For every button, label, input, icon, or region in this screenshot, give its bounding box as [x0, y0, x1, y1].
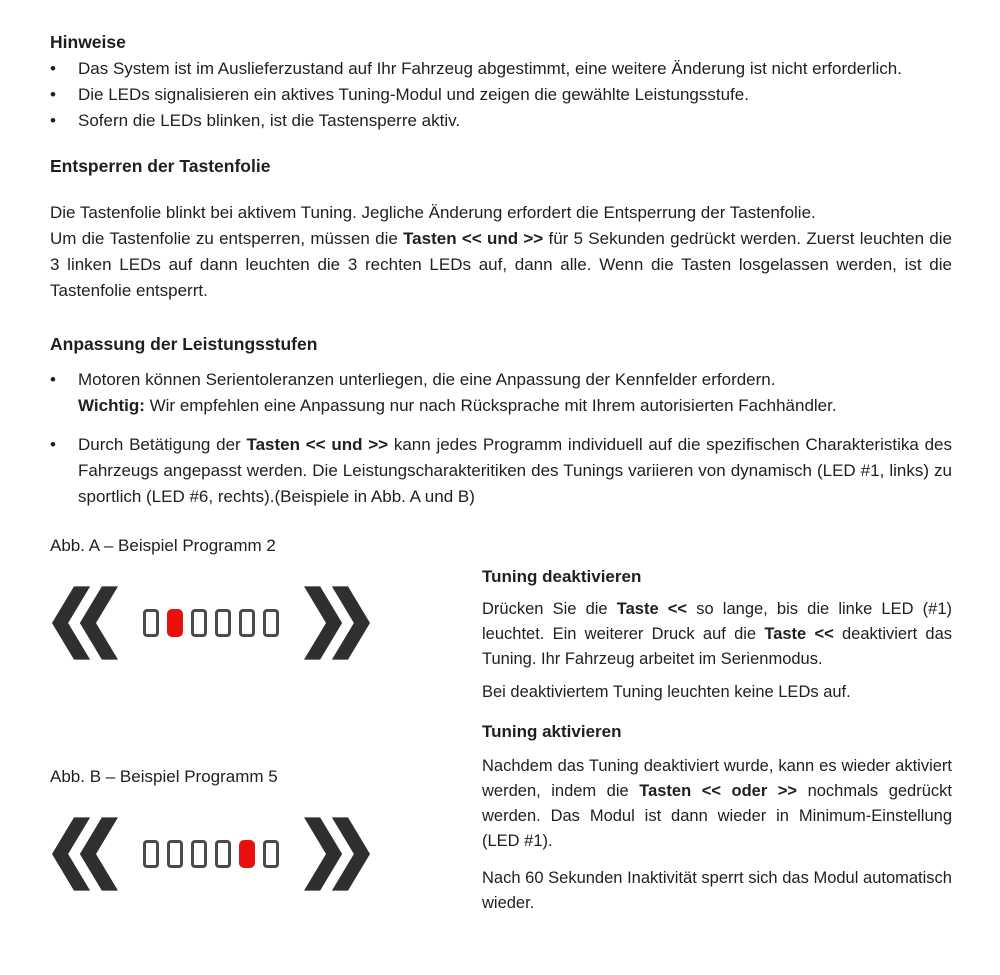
chevron-double-right-icon	[304, 585, 370, 661]
figures-and-instructions	[50, 532, 952, 916]
instructions-column	[482, 532, 952, 916]
bullet-marker: •	[50, 435, 56, 454]
chevron-double-left-icon	[52, 585, 118, 661]
text-segment-bold: Taste <<	[616, 600, 688, 618]
section-hinweise	[50, 30, 952, 134]
figure-b-label: Abb. B – Beispiel Programm 5	[50, 767, 278, 786]
text-segment-bold: Tasten << und >>	[246, 435, 389, 454]
list-item-text: Sofern die LEDs blinken, ist die Tastensperre aktiv.	[78, 111, 461, 130]
text-segment: nochmals gedrückt werden. Das Modul ist dann wieder in Minimum-Einstellung (LED #1).	[482, 782, 952, 850]
text-segment-bold: Tasten << und >>	[403, 229, 544, 248]
led-indicator-off	[143, 840, 159, 868]
text-segment-bold: Tasten << oder >>	[639, 782, 798, 800]
led-strip-b	[143, 840, 279, 868]
bullet-marker: •	[50, 370, 56, 389]
chevron-double-left-icon	[52, 816, 118, 892]
text-segment-bold: Taste <<	[764, 625, 834, 643]
led-indicator-off	[191, 609, 207, 637]
bullet-marker: •	[50, 111, 56, 130]
led-strip-a	[143, 609, 279, 637]
led-indicator-off	[167, 840, 183, 868]
text-segment: Durch Betätigung der	[78, 435, 247, 454]
text-segment: Motoren können Serientoleranzen unterliegen, die eine Anpassung der Kennfelder erfordern.	[78, 370, 776, 389]
bullet-marker: •	[50, 59, 56, 78]
led-indicator-on	[239, 840, 255, 868]
paragraph-timeout-note: Nach 60 Sekunden Inaktivität sperrt sich das Modul automatisch wieder.	[482, 869, 952, 912]
led-indicator-off	[239, 609, 255, 637]
paragraph-line: Die Tastenfolie blinkt bei aktivem Tuning. Jegliche Änderung erfordert die Entsperrung der Tastenfolie.	[50, 203, 816, 222]
list-item	[50, 56, 952, 82]
led-indicator-on	[167, 609, 183, 637]
list-item	[50, 367, 952, 419]
led-indicator-off	[143, 609, 159, 637]
list-item-text	[78, 367, 952, 419]
figure-a-label: Abb. A – Beispiel Programm 2	[50, 536, 276, 555]
led-indicator-off	[215, 840, 231, 868]
chevron-double-right-icon	[304, 816, 370, 892]
section-title-tuning-deaktivieren: Tuning deaktivieren	[482, 567, 642, 586]
list-item	[50, 108, 952, 134]
text-segment: Drücken Sie die	[482, 600, 617, 618]
text-segment: kann jedes Programm individuell auf die spezifischen Charakteristika des Fahrzeugs angepasst werden. Die Leistungscharakteritiken des Tunings variieren von dynamisch (LED #1, links) zu sportlich (LED #6, rechts).(Beispiele in Abb. A und B)	[78, 435, 952, 506]
list-item	[50, 432, 952, 510]
section-entsperren	[50, 154, 952, 304]
text-segment: deaktiviert das Tuning. Ihr Fahrzeug arbeitet im Serienmodus.	[482, 625, 952, 668]
led-display-figure-b	[52, 816, 370, 892]
section-title-entsperren: Entsperren der Tastenfolie	[50, 156, 271, 176]
paragraph-entsperren	[50, 200, 952, 304]
list-item-text: Die LEDs signalisieren ein aktives Tuning-Modul und zeigen die gewählte Leistungsstufe.	[78, 85, 749, 104]
paragraph-text	[50, 226, 952, 304]
section-anpassung	[50, 332, 952, 510]
led-indicator-off	[191, 840, 207, 868]
text-segment: so lange, bis die linke LED (#1) leuchtet. Ein weiterer Druck auf die	[482, 600, 953, 643]
list-item-text	[78, 432, 952, 510]
led-indicator-off	[263, 609, 279, 637]
led-indicator-off	[215, 609, 231, 637]
list-item	[50, 82, 952, 108]
led-indicator-off	[263, 840, 279, 868]
text-segment: Nachdem das Tuning deaktiviert wurde, kann es wieder aktiviert werden, indem die	[482, 757, 952, 800]
section-title-anpassung: Anpassung der Leistungsstufen	[50, 334, 318, 354]
list-item-text: Das System ist im Auslieferzustand auf Ihr Fahrzeug abgestimmt, eine weitere Änderung ist nicht erforderlich.	[78, 59, 902, 78]
text-segment: Um die Tastenfolie zu entsperren, müssen die	[50, 229, 404, 248]
led-display-figure-a	[52, 585, 370, 661]
bullet-marker: •	[50, 85, 56, 104]
paragraph-activate	[482, 754, 952, 854]
text-segment: für 5 Sekunden gedrückt werden. Zuerst leuchten die 3 linken LEDs auf dann leuchten die 3 rechten LEDs auf, dann alle. Wenn die Tasten losgelassen werden, ist die Tastenfolie entsperrt.	[50, 229, 952, 300]
paragraph-deactivate	[482, 597, 952, 672]
paragraph-deactivate-note: Bei deaktiviertem Tuning leuchten keine LEDs auf.	[482, 683, 851, 701]
text-segment: Wir empfehlen eine Anpassung nur nach Rücksprache mit Ihrem autorisierten Fachhändler.	[144, 396, 837, 415]
text-segment-bold: Wichtig:	[78, 396, 145, 415]
section-title-tuning-aktivieren: Tuning aktivieren	[482, 722, 622, 741]
figures-column	[50, 532, 482, 916]
section-title-hinweise: Hinweise	[50, 32, 126, 52]
